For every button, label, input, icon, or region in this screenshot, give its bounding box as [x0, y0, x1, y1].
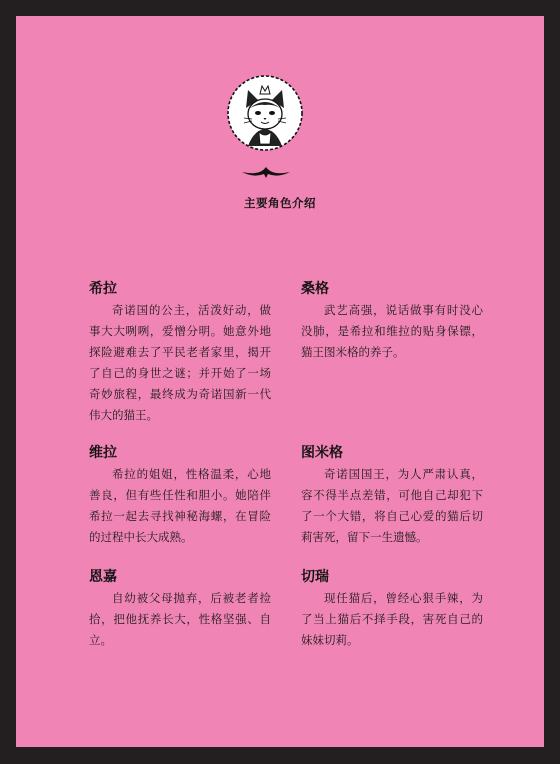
character-card-xila	[89, 280, 271, 426]
character-bio: 自幼被父母抛弃，后被老者捡拾，把他抚养长大，性格坚强、自立。	[89, 591, 271, 647]
character-name: 切瑞	[301, 569, 329, 585]
character-bio: 武艺高强，说话做事有时没心没肺，是希拉和维拉的贴身保镖，猫王图米格的养子。	[301, 303, 483, 359]
character-card-sangge	[301, 280, 483, 363]
character-card-weila	[89, 444, 271, 548]
page-title: 主要角色介绍	[244, 196, 316, 210]
character-name: 希拉	[89, 281, 117, 297]
character-name: 维拉	[89, 445, 117, 461]
character-card-tumige	[301, 444, 483, 548]
character-bio: 现任猫后，曾经心狠手辣，为了当上猫后不择手段，害死自己的妹妹切莉。	[301, 591, 483, 647]
character-name: 桑格	[301, 281, 329, 297]
character-name: 图米格	[301, 445, 343, 461]
character-bio: 希拉的姐姐，性格温柔，心地善良，但有些任性和胆小。她陪伴希拉一起去寻找神秘海螺，在冒险的过程中长大成熟。	[89, 467, 271, 544]
character-bio: 奇诺国的公主，活泼好动，做事大大咧咧，爱憎分明。她意外地探险避难去了平民老者家里，揭开了自己的身世之谜；并开始了一场奇妙旅程，最终成为奇诺国新一代伟大的猫王。	[89, 303, 271, 422]
flourish-ornament-icon	[238, 164, 294, 180]
cat-princess-portrait-icon	[226, 74, 304, 152]
character-name: 恩嘉	[89, 569, 117, 585]
character-card-enjia	[89, 568, 271, 651]
character-card-qierui	[301, 568, 483, 651]
character-bio: 奇诺国国王，为人严肃认真，容不得半点差错，可他自己却犯下了一个大错，将自己心爱的猫后切莉害死，留下一生遗憾。	[301, 467, 483, 544]
